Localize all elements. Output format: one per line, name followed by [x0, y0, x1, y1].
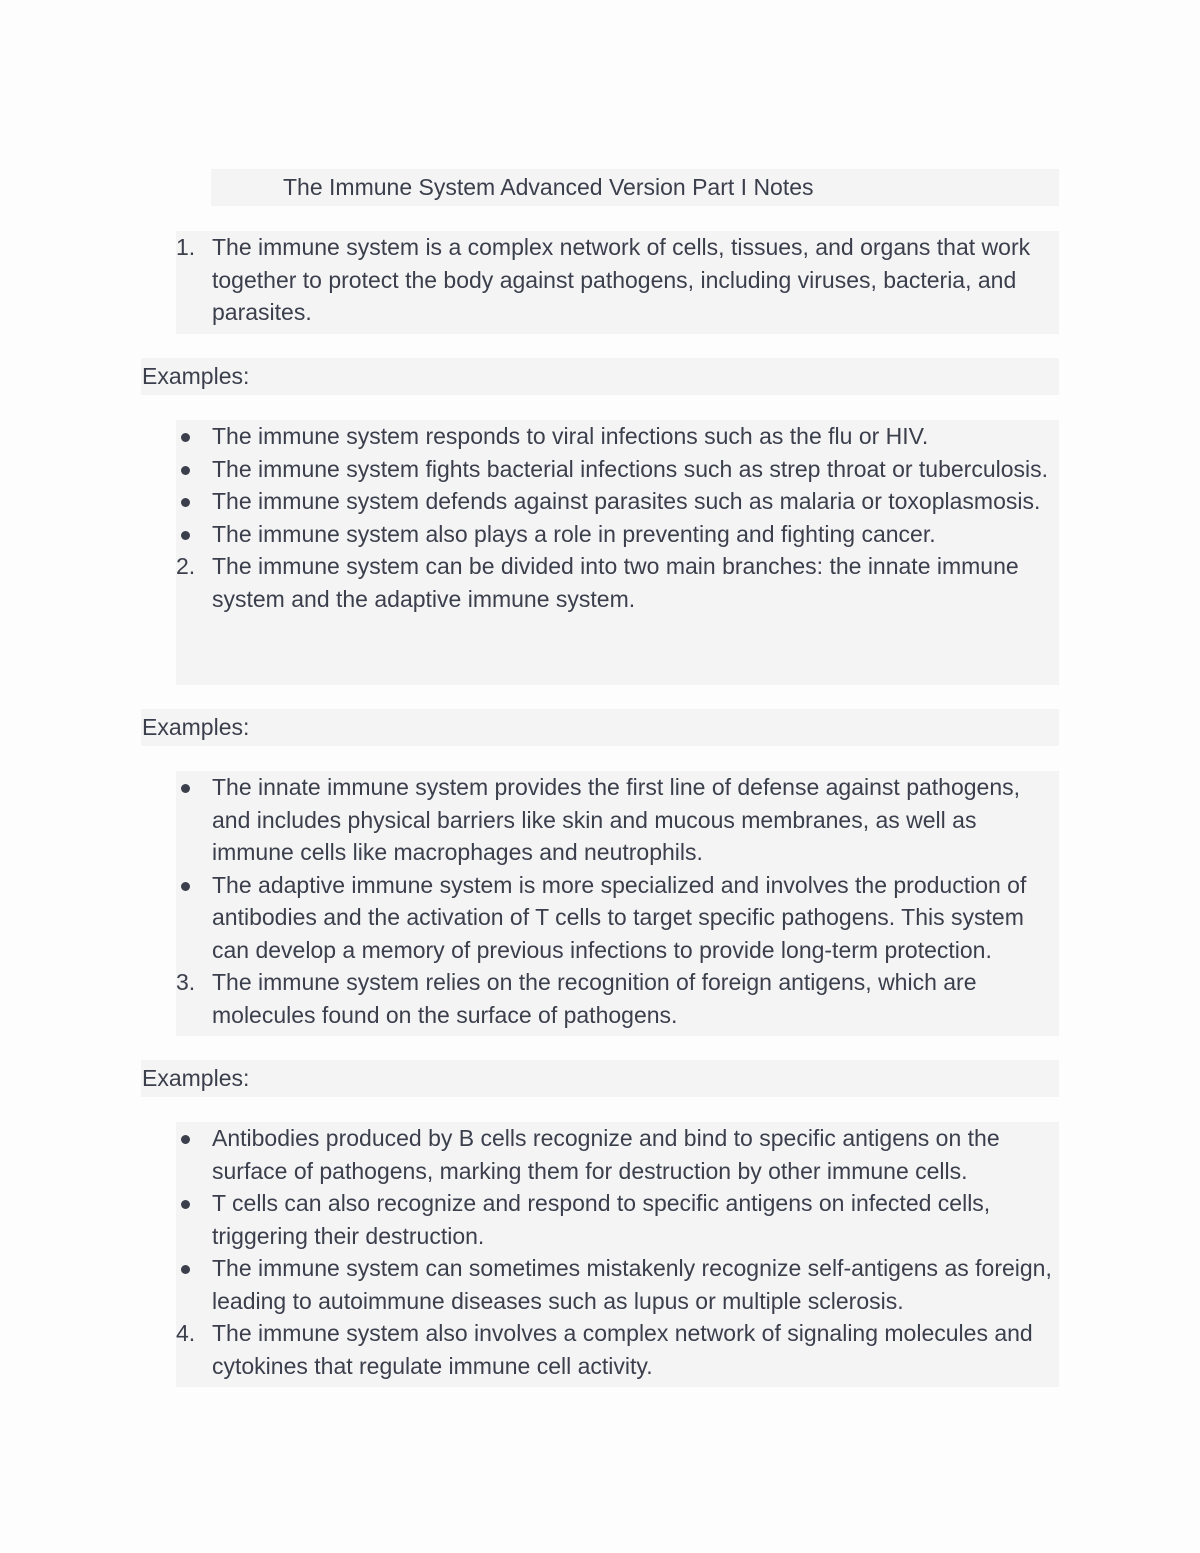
bullet-icon — [181, 1265, 190, 1274]
bullet-item — [176, 453, 1059, 486]
bullet-item — [176, 771, 1059, 869]
list-block-3 — [176, 771, 1059, 1036]
bullet-icon — [181, 1135, 190, 1144]
bullet-icon — [181, 531, 190, 540]
examples-heading-1 — [141, 358, 1059, 395]
bullet-text: The immune system can sometimes mistakenly recognize self-antigens as foreign, leading to autoimmune diseases such as lupus or multiple sclerosis. — [212, 1255, 1052, 1314]
numbered-list-block-1 — [176, 231, 1059, 334]
bullet-text: T cells can also recognize and respond to specific antigens on infected cells, triggering their destruction. — [212, 1190, 991, 1249]
numbered-item-2 — [176, 550, 1059, 615]
item-number: 3. — [176, 969, 196, 995]
item-number: 1. — [176, 234, 196, 260]
bullet-icon — [181, 498, 190, 507]
bullet-text: The innate immune system provides the first line of defense against pathogens, and includes physical barriers like skin and mucous membranes, as well as immune cells like macrophages and neutrophils. — [212, 774, 1021, 865]
bullet-text: Antibodies produced by B cells recognize and bind to specific antigens on the surface of pathogens, marking them for destruction by other immune cells. — [212, 1125, 1000, 1184]
numbered-item-3 — [176, 966, 1059, 1031]
examples-label: Examples: — [142, 714, 250, 740]
bullet-item — [176, 1122, 1059, 1187]
bullet-icon — [181, 433, 190, 442]
bullet-item — [176, 485, 1059, 518]
bullet-text: The immune system responds to viral infections such as the flu or HIV. — [212, 423, 929, 449]
item-text: The immune system also involves a complex network of signaling molecules and cytokines that regulate immune cell activity. — [212, 1320, 1033, 1379]
examples-heading-3 — [141, 1060, 1059, 1097]
bullet-text: The immune system also plays a role in preventing and fighting cancer. — [212, 520, 936, 547]
item-text: The immune system can be divided into two main branches: the innate immune system and the adaptive immune system. — [212, 553, 1019, 612]
item-text: The immune system relies on the recognition of foreign antigens, which are molecules found on the surface of pathogens. — [212, 969, 977, 1028]
numbered-item-1 — [176, 231, 1059, 329]
bullet-item — [176, 518, 1059, 551]
document-title: The Immune System Advanced Version Part I Notes — [283, 174, 814, 200]
item-text: The immune system is a complex network of cells, tissues, and organs that work together to protect the body against pathogens, including viruses, bacteria, and parasites. — [212, 234, 1031, 325]
examples-label: Examples: — [142, 363, 250, 389]
bullet-icon — [181, 1200, 190, 1209]
numbered-item-4 — [176, 1317, 1059, 1382]
bullet-icon — [181, 466, 190, 475]
item-number: 2. — [176, 553, 196, 579]
bullet-item — [176, 1252, 1059, 1317]
bullet-item — [176, 420, 1059, 453]
bullet-text: The adaptive immune system is more specialized and involves the production of antibodies and the activation of T cells to target specific pathogens. This system can develop a memory of previous infections to provide long-term protection. — [212, 871, 1027, 963]
list-block-2 — [176, 420, 1059, 685]
examples-label: Examples: — [142, 1065, 250, 1091]
bullet-icon — [181, 882, 190, 891]
bullet-text: The immune system defends against parasites such as malaria or toxoplasmosis. — [212, 488, 1041, 514]
bullet-text: The immune system fights bacterial infections such as strep throat or tuberculosis. — [212, 455, 1049, 482]
list-block-4 — [176, 1122, 1059, 1387]
bullet-item — [176, 869, 1059, 967]
bullet-item — [176, 1187, 1059, 1252]
bullet-icon — [181, 784, 190, 793]
item-number: 4. — [176, 1320, 196, 1346]
document-title-block — [211, 169, 1059, 206]
examples-heading-2 — [141, 709, 1059, 746]
